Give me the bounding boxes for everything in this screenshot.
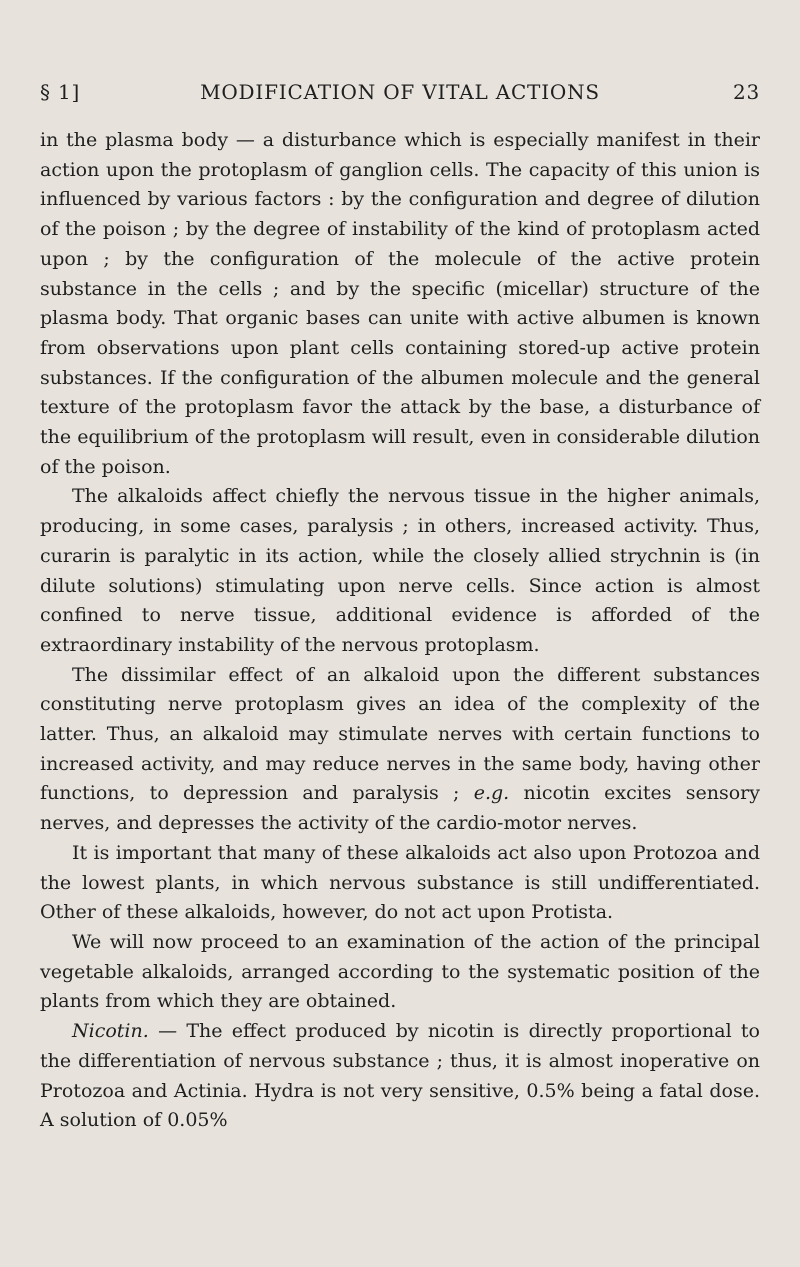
paragraph-nicotin (40, 1017, 760, 1136)
page-number: 23 (732, 80, 760, 104)
paragraph-examination: We will now proceed to an examination of the action of the principal vegetable alkaloids, arranged according to the systematic position of the plants from which they are obtained. (40, 930, 760, 1013)
running-title: MODIFICATION OF VITAL ACTIONS (200, 80, 600, 104)
eg-abbreviation: e.g. (473, 782, 510, 805)
body-text (40, 126, 760, 1136)
section-marker: § 1] (40, 80, 81, 104)
paragraph-dissimilar-effect-text: The dissimilar effect of an alkaloid upon the different substances constituting nerve protoplasm gives an idea of the complexity of the latter. Thus, an alkaloid may stimulate nerves with certain functions to increased activity, and may reduce nerves in the same body, having other functions, to depression and paralysis ; (40, 663, 760, 805)
nicotin-heading: Nicotin. (72, 1020, 149, 1043)
paragraph-protozoa: It is important that many of these alkaloids act also upon Protozoa and the lowest plants, in which nervous substance is still undifferentiated. Other of these alkaloids, however, do not act upon Protista. (40, 841, 760, 924)
paragraph-alkaloids-nervous-tissue: The alkaloids affect chiefly the nervous tissue in the higher animals, producing, in some cases, paralysis ; in others, increased activity. Thus, curarin is paralytic in its action, while the closely allied strychnin is (in dilute solutions) stimulating upon nerve cells. Since action is almost confined to nerve tissue, additional evidence is afforded of the extraordinary instability of the nervous protoplasm. (40, 485, 760, 656)
paragraph-plasma-body: in the plasma body — a disturbance which is especially manifest in their action upon the protoplasm of ganglion cells. The capacity of this union is influenced by various factors : by the configuration and degree of dilution of the poison ; by the degree of instability of the kind of protoplasm acted upon ; by the configuration of the molecule of the active protein substance in the cells ; and by the specific (micellar) structure of the plasma body. That organic bases can unite with active albumen is known from observations upon plant cells containing stored-up active protein substances. If the configuration of the albumen molecule and the general texture of the protoplasm favor the attack by the base, a disturbance of the equilibrium of the protoplasm will result, even in considerable dilution of the poison. (40, 129, 760, 478)
running-head (40, 78, 760, 106)
paragraph-dissimilar-effect-continuation: nicotin excites sensory nerves, and depresses the activity of the cardio-motor nerves. (40, 782, 760, 835)
paragraph-dissimilar-effect (40, 661, 760, 839)
paragraph-nicotin-text: — The effect produced by nicotin is directly proportional to the differentiation of nervous substance ; thus, it is almost inoperative on Protozoa and Actinia. Hydra is not very sensitive, 0.5% being a fatal dose. A solution of 0.05% (40, 1020, 761, 1132)
